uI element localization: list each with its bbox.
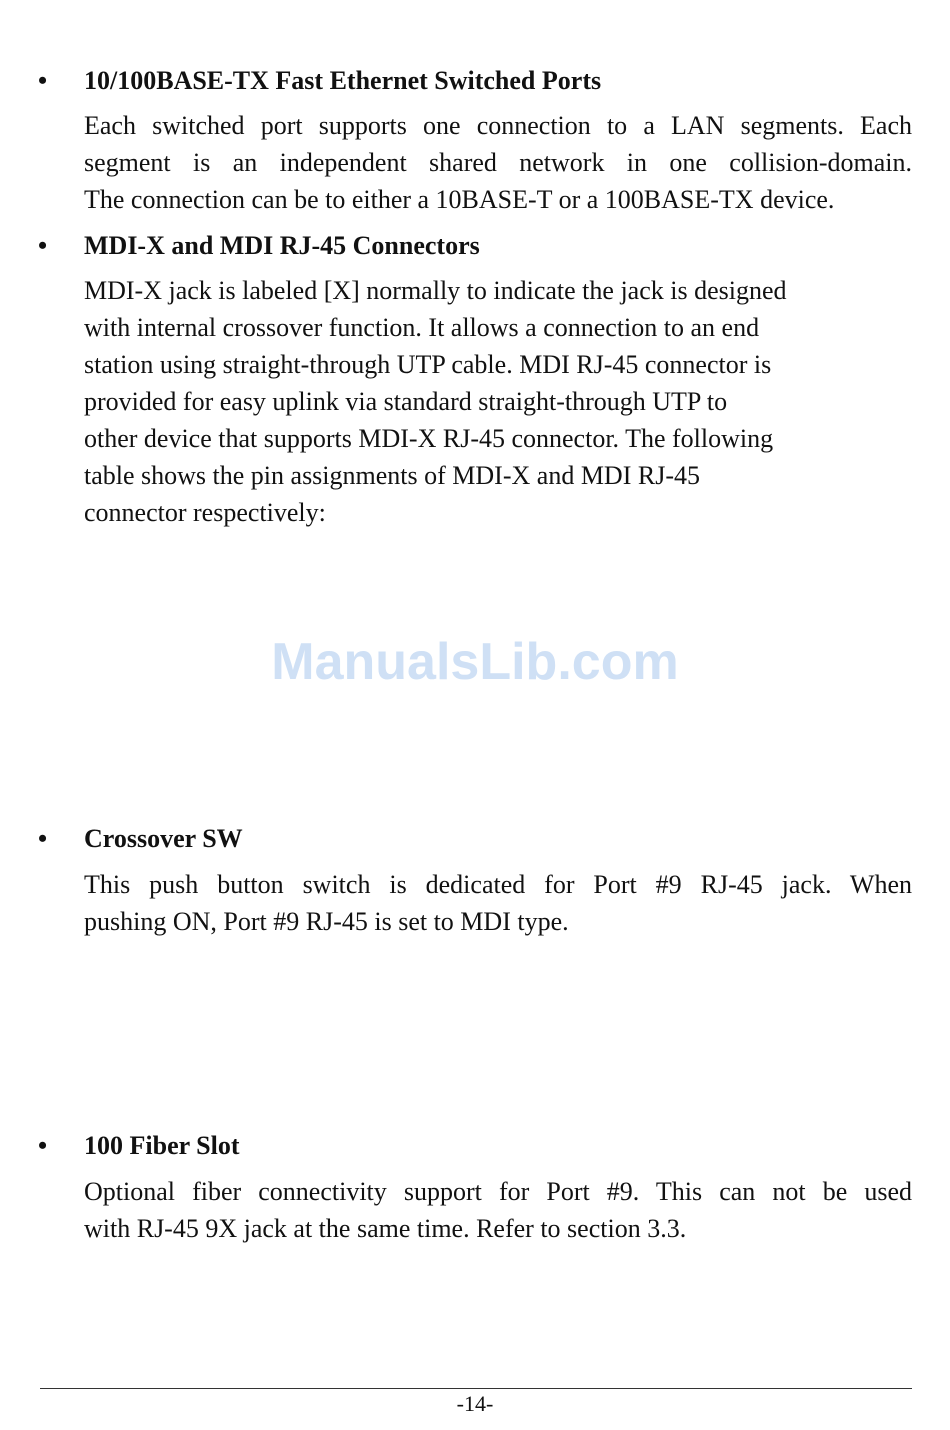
section-heading: 10/100BASE-TX Fast Ethernet Switched Ports [84,66,602,95]
paragraph-line: other device that supports MDI-X RJ-45 connector. The following [84,424,774,453]
section-paragraph [84,272,912,531]
paragraph-line: MDI-X jack is labeled [X] normally to indicate the jack is designed [84,276,787,305]
paragraph-line: pushing ON, Port #9 RJ-45 is set to MDI type. [84,907,569,936]
paragraph-line: station using straight-through UTP cable. MDI RJ-45 connector is [84,350,772,379]
paragraph-line: Each switched port supports one connection to a LAN segments. Each [84,111,912,140]
paragraph-line: table shows the pin assignments of MDI-X and MDI RJ-45 [84,461,700,490]
bullet-marker: • [38,231,48,260]
watermark-text: ManualsLib.com [271,633,679,691]
paragraph-line: segment is an independent shared network in one collision-domain. [84,148,912,177]
paragraph-line: The connection can be to either a 10BASE-T or a 100BASE-TX device. [84,185,835,214]
section-paragraph [84,866,912,940]
footer-divider [40,1388,912,1389]
paragraph-line: provided for easy uplink via standard straight-through UTP to [84,387,728,416]
section-paragraph [84,1173,912,1247]
section-heading: MDI-X and MDI RJ-45 Connectors [84,231,480,260]
bullet-marker: • [38,66,48,95]
section-paragraph [84,107,912,218]
paragraph-line: connector respectively: [84,498,326,527]
paragraph-line: with internal crossover function. It allows a connection to an end [84,313,760,342]
section-heading: Crossover SW [84,824,243,853]
paragraph-line: Optional fiber connectivity support for Port #9. This can not be used [84,1177,912,1206]
section-heading: 100 Fiber Slot [84,1131,240,1160]
paragraph-line: with RJ-45 9X jack at the same time. Refer to section 3.3. [84,1214,687,1243]
page-number: -14- [456,1391,494,1416]
bullet-marker: • [38,1131,48,1160]
paragraph-line: This push button switch is dedicated for Port #9 RJ-45 jack. When [84,870,912,899]
bullet-marker: • [38,824,48,853]
